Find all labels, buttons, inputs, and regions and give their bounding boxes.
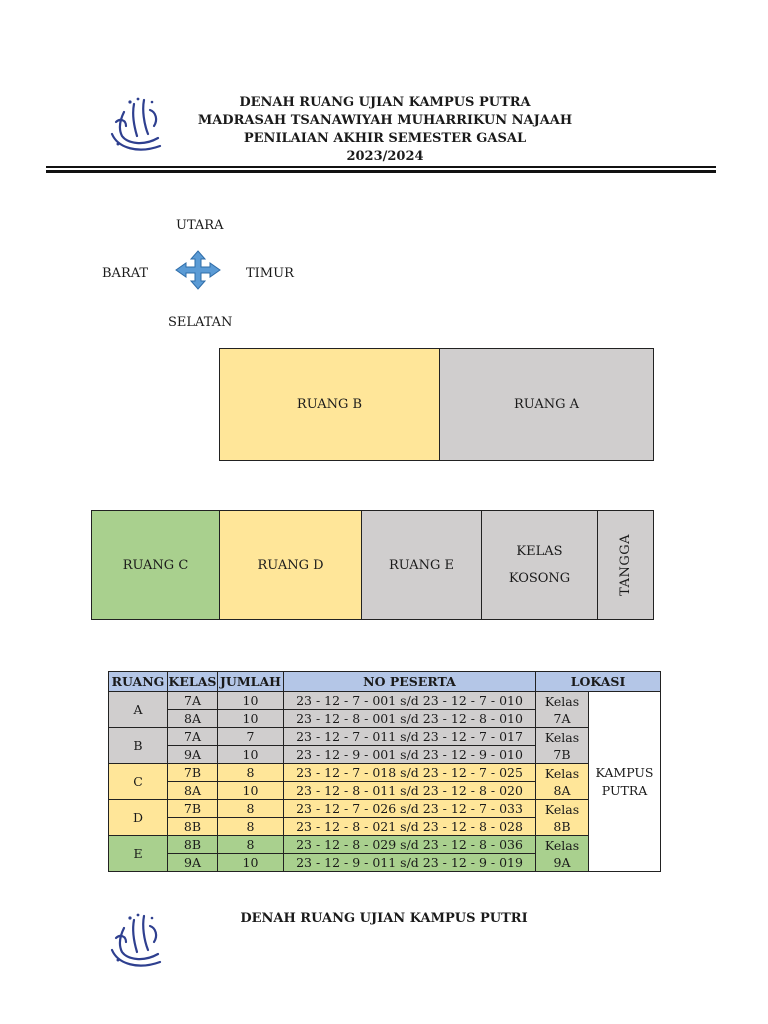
lokasi-line2: 7A — [553, 710, 571, 726]
cell-no-peserta: 23 - 12 - 7 - 011 s/d 23 - 12 - 7 - 017 — [284, 728, 536, 746]
cell-lokasi — [536, 800, 589, 836]
cell-no-peserta: 23 - 12 - 7 - 001 s/d 23 - 12 - 7 - 010 — [284, 692, 536, 710]
header-divider-thick — [46, 170, 716, 173]
cell-jumlah: 8 — [218, 836, 284, 854]
document-header — [180, 94, 590, 166]
cell-kelas: 8A — [168, 710, 218, 728]
lokasi-line2: 7B — [553, 746, 571, 762]
room-b-label: RUANG B — [296, 397, 363, 412]
lokasi-line1: Kelas — [544, 693, 580, 709]
cell-no-peserta: 23 - 12 - 8 - 011 s/d 23 - 12 - 8 - 020 — [284, 782, 536, 800]
cell-kelas: 9A — [168, 746, 218, 764]
header-divider-thin — [46, 166, 716, 168]
cell-no-peserta: 23 - 12 - 9 - 001 s/d 23 - 12 - 9 - 010 — [284, 746, 536, 764]
cell-ruang: D — [109, 800, 168, 836]
cell-kampus — [589, 692, 661, 872]
cell-ruang: A — [109, 692, 168, 728]
lokasi-line1: Kelas — [544, 729, 580, 745]
cell-kelas: 8A — [168, 782, 218, 800]
cell-jumlah: 10 — [218, 854, 284, 872]
cell-ruang: C — [109, 764, 168, 800]
cell-lokasi — [536, 764, 589, 800]
table-row — [109, 800, 661, 818]
cell-kelas: 7B — [168, 800, 218, 818]
kampus-line1: KAMPUS — [595, 764, 654, 780]
cell-kelas: 7B — [168, 764, 218, 782]
cell-jumlah: 7 — [218, 728, 284, 746]
compass-south-label: SELATAN — [168, 315, 233, 330]
cell-jumlah: 8 — [218, 800, 284, 818]
cell-no-peserta: 23 - 12 - 7 - 018 s/d 23 - 12 - 7 - 025 — [284, 764, 536, 782]
table-row — [109, 692, 661, 710]
stairs-label: TANGGA — [618, 534, 633, 596]
cell-ruang: B — [109, 728, 168, 764]
cell-no-peserta: 23 - 12 - 8 - 001 s/d 23 - 12 - 8 - 010 — [284, 710, 536, 728]
table-row — [109, 836, 661, 854]
empty-class-label-line2: KOSONG — [508, 571, 571, 586]
cell-kelas: 9A — [168, 854, 218, 872]
four-way-arrow-icon — [174, 250, 222, 290]
cell-kelas: 8B — [168, 818, 218, 836]
room-e-label: RUANG E — [388, 557, 455, 573]
room-c — [91, 510, 220, 620]
cell-jumlah: 10 — [218, 746, 284, 764]
cell-jumlah: 10 — [218, 710, 284, 728]
compass-west-label: BARAT — [102, 266, 149, 281]
cell-kelas: 7A — [168, 728, 218, 746]
room-b — [219, 348, 440, 461]
cell-kelas: 8B — [168, 836, 218, 854]
cell-lokasi — [536, 836, 589, 872]
col-header-kelas: KELAS — [168, 672, 218, 692]
header-year: 2023/2024 — [346, 149, 424, 164]
lokasi-line1: Kelas — [544, 837, 580, 853]
exam-room-table — [108, 671, 661, 872]
room-a-label: RUANG A — [513, 397, 579, 412]
cell-no-peserta: 23 - 12 - 8 - 021 s/d 23 - 12 - 8 - 028 — [284, 818, 536, 836]
lokasi-line2: 8A — [553, 782, 571, 798]
room-d-label: RUANG D — [257, 557, 324, 573]
cell-ruang: E — [109, 836, 168, 872]
compass-east-label: TIMUR — [246, 266, 294, 281]
cell-kelas: 7A — [168, 692, 218, 710]
cell-jumlah: 8 — [218, 818, 284, 836]
cell-no-peserta: 23 - 12 - 7 - 026 s/d 23 - 12 - 7 - 033 — [284, 800, 536, 818]
cell-lokasi — [536, 692, 589, 728]
header-exam-name: PENILAIAN AKHIR SEMESTER GASAL — [243, 131, 527, 146]
room-c-label: RUANG C — [122, 557, 189, 573]
footer-title: DENAH RUANG UJIAN KAMPUS PUTRI — [240, 911, 528, 926]
cell-jumlah: 10 — [218, 692, 284, 710]
compass-north-label: UTARA — [176, 218, 224, 233]
table-row — [109, 728, 661, 746]
cell-jumlah: 10 — [218, 782, 284, 800]
stairs — [597, 510, 654, 620]
room-d — [219, 510, 362, 620]
col-header-no-peserta: NO PESERTA — [284, 672, 536, 692]
empty-class-label-line1: KELAS — [516, 544, 563, 559]
lokasi-line1: Kelas — [544, 801, 580, 817]
room-a — [439, 348, 654, 461]
header-school-name: MADRASAH TSANAWIYAH MUHARRIKUN NAJAAH — [197, 113, 573, 128]
room-empty-class — [481, 510, 598, 620]
table-header-row — [109, 672, 661, 692]
table-row — [109, 764, 661, 782]
header-title: DENAH RUANG UJIAN KAMPUS PUTRA — [239, 95, 531, 110]
cell-jumlah: 8 — [218, 764, 284, 782]
col-header-ruang: RUANG — [109, 672, 168, 692]
madrasah-logo-calligraphy — [104, 94, 166, 156]
col-header-jumlah: JUMLAH — [218, 672, 284, 692]
cell-lokasi — [536, 728, 589, 764]
cell-no-peserta: 23 - 12 - 8 - 029 s/d 23 - 12 - 8 - 036 — [284, 836, 536, 854]
lokasi-line1: Kelas — [544, 765, 580, 781]
cell-no-peserta: 23 - 12 - 9 - 011 s/d 23 - 12 - 9 - 019 — [284, 854, 536, 872]
room-e — [361, 510, 482, 620]
kampus-line2: PUTRA — [601, 782, 648, 798]
col-header-lokasi: LOKASI — [536, 672, 661, 692]
lokasi-line2: 9A — [553, 854, 571, 870]
lokasi-line2: 8B — [553, 818, 571, 834]
madrasah-logo-calligraphy-footer — [104, 910, 166, 972]
